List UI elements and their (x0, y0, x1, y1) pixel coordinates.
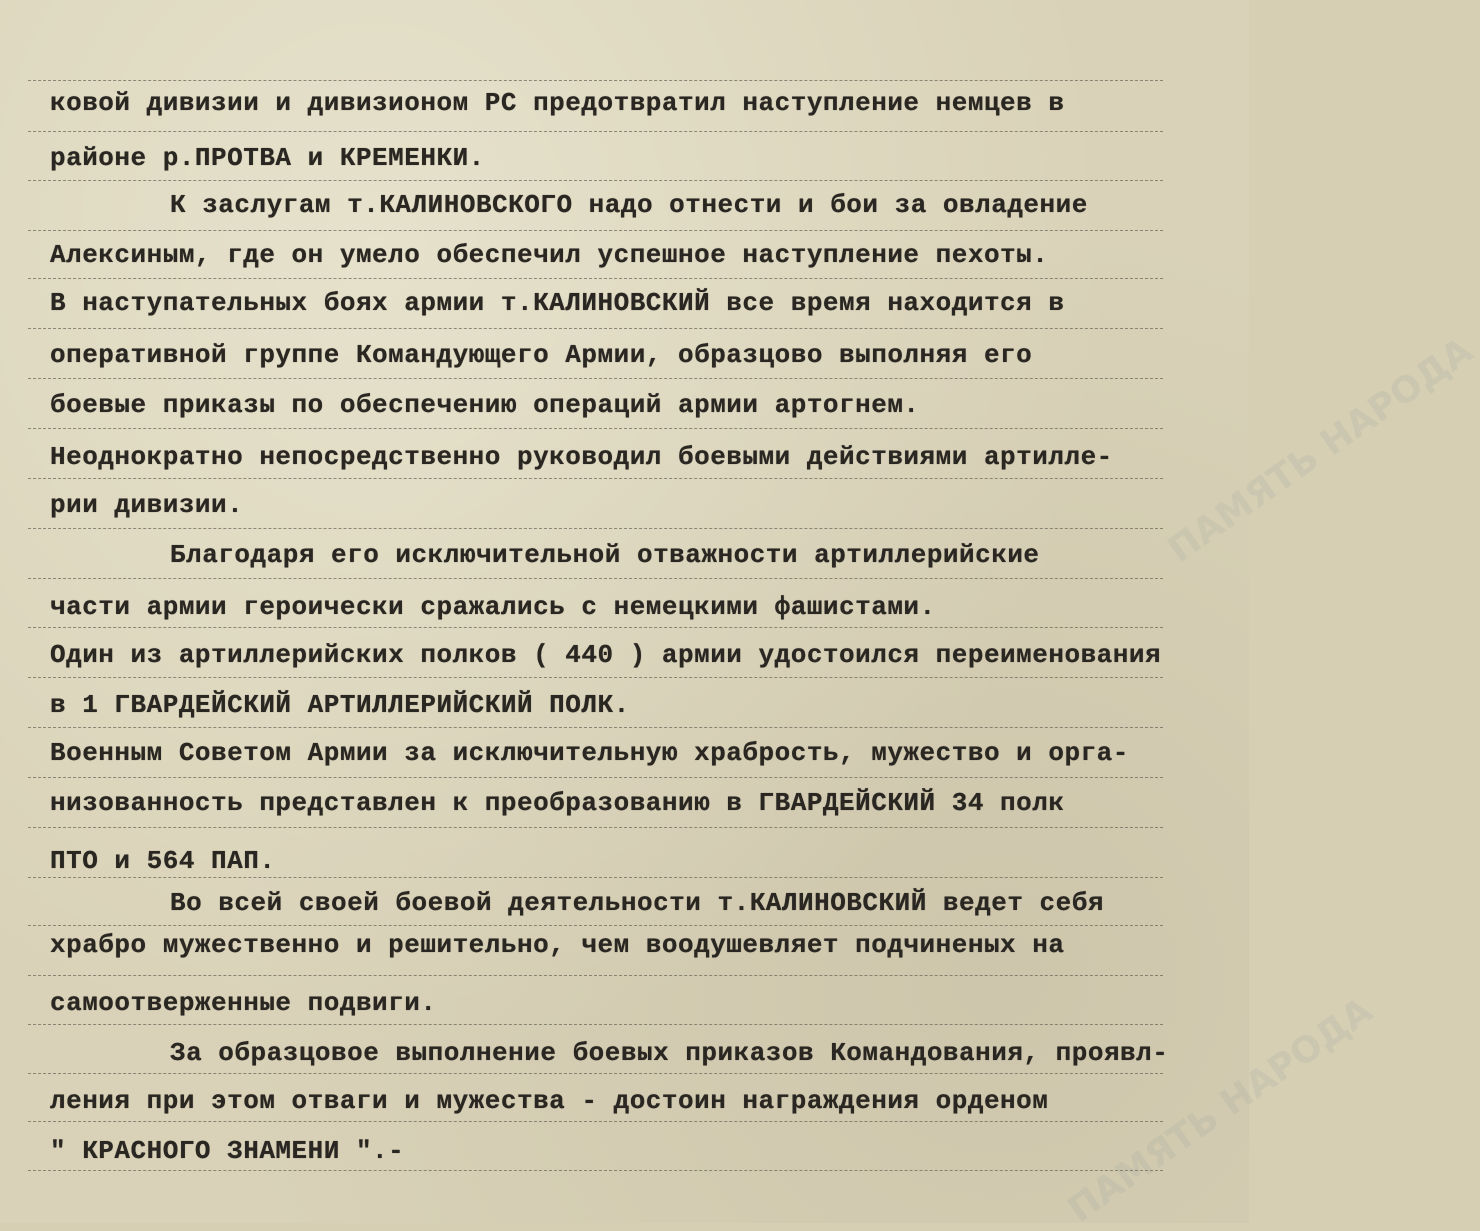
ruled-line (28, 328, 1163, 329)
ruled-line (28, 1121, 1163, 1122)
ruled-line (28, 131, 1163, 132)
ruled-line (28, 777, 1163, 778)
watermark: ПАМЯТЬ НАРОДА (1160, 330, 1480, 571)
text-line: Один из артиллерийских полков ( 440 ) армии удостоился переименования (50, 640, 1162, 670)
ruled-line (28, 428, 1163, 429)
ruled-line (28, 677, 1163, 678)
ruled-line (28, 1024, 1163, 1025)
ruled-line (28, 727, 1163, 728)
text-line: Во всей своей боевой деятельности т.КАЛИНОВСКИЙ ведет себя (170, 888, 1104, 918)
text-line: Неоднократно непосредственно руководил боевыми действиями артилле- (50, 442, 1113, 472)
ruled-line (28, 528, 1163, 529)
ruled-line (28, 877, 1163, 878)
watermark: ПАМЯТЬ НАРОДА (1060, 990, 1381, 1231)
ruled-line (28, 180, 1163, 181)
ruled-line (28, 925, 1163, 926)
text-line: рии дивизии. (50, 490, 244, 520)
ruled-line (28, 378, 1163, 379)
text-line: Военным Советом Армии за исключительную храбрость, мужество и орга- (50, 738, 1129, 768)
text-line: Благодаря его исключительной отважности артиллерийские (170, 540, 1040, 570)
ruled-line (28, 478, 1163, 479)
text-line: ления при этом отваги и мужества - достоин награждения орденом (50, 1086, 1049, 1116)
text-line: В наступательных боях армии т.КАЛИНОВСКИЙ все время находится в (50, 288, 1065, 318)
text-line: оперативной группе Командующего Армии, образцово выполняя его (50, 340, 1033, 370)
text-line: в 1 ГВАРДЕЙСКИЙ АРТИЛЛЕРИЙСКИЙ ПОЛК. (50, 690, 630, 720)
ruled-line (28, 230, 1163, 231)
text-line: районе р.ПРОТВА и КРЕМЕНКИ. (50, 143, 485, 173)
text-line: За образцовое выполнение боевых приказов Командования, проявл- (170, 1038, 1169, 1068)
ruled-line (28, 80, 1163, 81)
text-line: низованность представлен к преобразованию в ГВАРДЕЙСКИЙ 34 полк (50, 788, 1065, 818)
ruled-line (28, 578, 1163, 579)
text-line: храбро мужественно и решительно, чем воодушевляет подчиненых на (50, 930, 1065, 960)
text-line: ковой дивизии и дивизионом РС предотвратил наступление немцев в (50, 88, 1065, 118)
text-line: самоотверженные подвиги. (50, 988, 437, 1018)
text-line: " КРАСНОГО ЗНАМЕНИ ".- (50, 1136, 405, 1166)
text-line: К заслугам т.КАЛИНОВСКОГО надо отнести и бои за овладение (170, 190, 1088, 220)
ruled-line (28, 1073, 1163, 1074)
text-line: части армии героически сражались с немецкими фашистами. (50, 592, 936, 622)
text-line: Алексиным, где он умело обеспечил успешное наступление пехоты. (50, 240, 1049, 270)
text-line: боевые приказы по обеспечению операций армии артогнем. (50, 390, 920, 420)
text-line: ПТО и 564 ПАП. (50, 846, 276, 876)
ruled-line (28, 975, 1163, 976)
ruled-line (28, 1170, 1163, 1171)
ruled-line (28, 627, 1163, 628)
ruled-line (28, 827, 1163, 828)
ruled-line (28, 278, 1163, 279)
